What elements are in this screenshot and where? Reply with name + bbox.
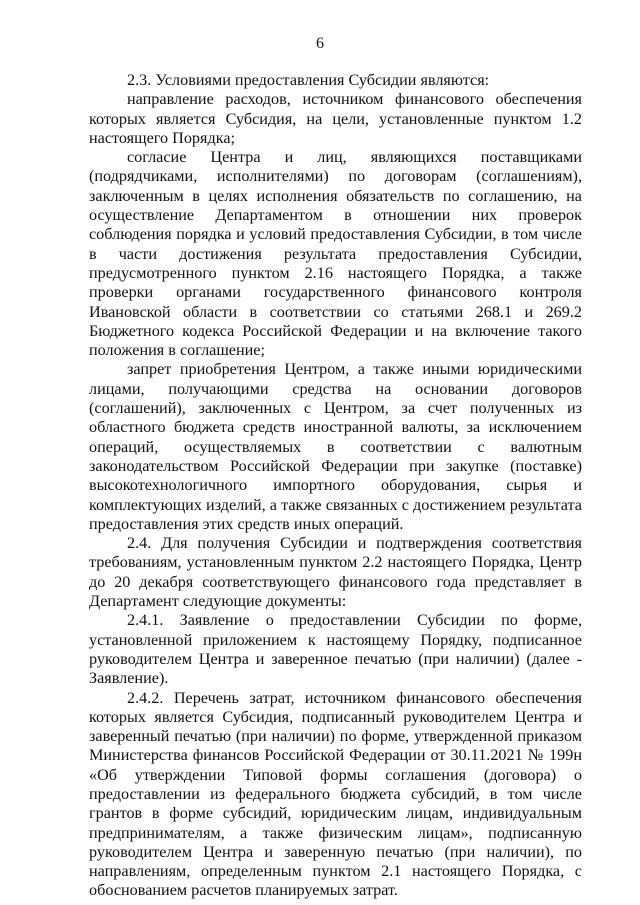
paragraph-expense-direction: направление расходов, источником финансового обеспечения которых является Субсидия, на цели, установленные пунктом 1.2 настоящего Порядка; [89,90,582,147]
paragraph-consent-inspections: согласие Центра и лиц, являющихся поставщиками (подрядчиками, исполнителями) по договорам (соглашениям), заключенным в целях исполнения обязательств по соглашению, на осуществление Департаментом в отношении них проверок соблюдения порядка и условий предоставления Субсидии, в том числе в части достижения результата предоставления Субсидии, предусмотренного пунктом 2.16 настоящего Порядка, а также проверки органами государственного финансового контроля Ивановской области в соответствии со статьями 268.1 и 269.2 Бюджетного кодекса Российской Федерации и на включение такого положения в соглашение; [89,148,582,360]
paragraph-currency-prohibition: запрет приобретения Центром, а также иными юридическими лицами, получающими средства на основании договоров (соглашений), заключенных с Центром, за счет полученных из областного бюджета средств иностранной валюты, за исключением операций, осуществляемых в соответствии с валютным законодательством Российской Федерации при закупке (поставке) высокотехнологичного импортного оборудования, сырья и комплектующих изделий, а также связанных с достижением результата предоставления этих средств иных операций. [89,360,582,533]
paragraph-2-4-2-cost-list: 2.4.2. Перечень затрат, источником финансового обеспечения которых является Субсидия, подписанный руководителем Центра и заверенный печатью (при наличии) по форме, утвержденной приказом Министерства финансов Российской Федерации от 30.11.2021 № 199н «Об утверждении Типовой формы соглашения (договора) о предоставлении из федерального бюджета субсидий, в том числе грантов в форме субсидий, юридическим лицам, индивидуальным предпринимателям, а также физическим лицам», подписанную руководителем Центра и заверенную печатью (при наличии), по направлениям, определенным пунктом 2.1 настоящего Порядка, с обоснованием расчетов планируемых затрат. [89,688,582,900]
page-number: 6 [316,35,324,52]
paragraph-2-4-documents: 2.4. Для получения Субсидии и подтверждения соответствия требованиям, установленным пунктом 2.2 настоящего Порядка, Центр до 20 декабря соответствующего финансового года представляет в Департамент следующие документы: [89,534,582,611]
paragraph-2-3-heading: 2.3. Условиями предоставления Субсидии являются: [127,71,490,89]
paragraph-2-4-1-application: 2.4.1. Заявление о предоставлении Субсидии по форме, установленной приложением к настоящему Порядку, подписанное руководителем Центра и заверенное печатью (при наличии) (далее - Заявление). [89,611,582,688]
document-body [89,71,582,901]
